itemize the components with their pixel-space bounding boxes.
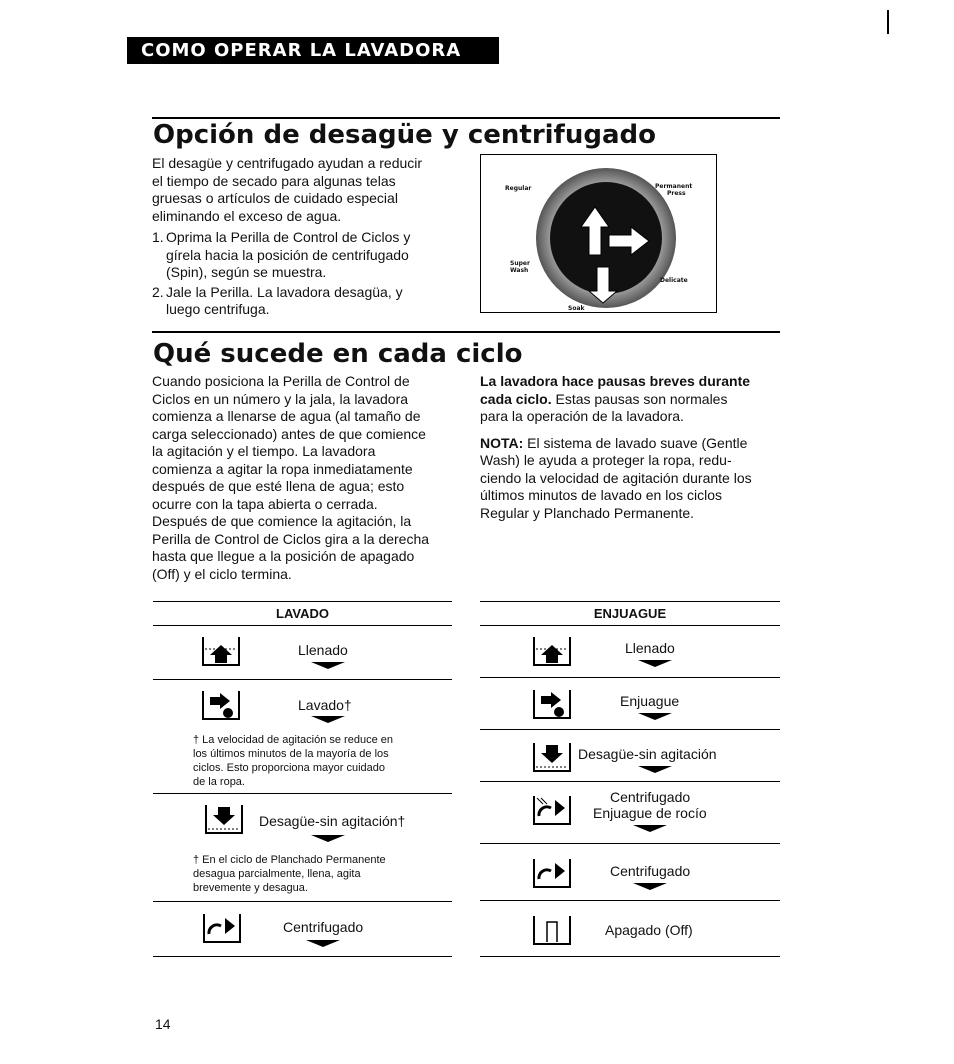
footnote-line: los últimos minutos de la mayoría de los <box>193 748 389 760</box>
step-line: gírela hacia la posición de centrifugado <box>166 246 409 263</box>
nota-label: NOTA: <box>480 434 524 451</box>
enjuague-title: ENJUAGUE <box>593 606 667 621</box>
body-line: Después de que comience la agitación, la <box>152 513 412 529</box>
rinse-icon <box>531 688 573 720</box>
drain-icon <box>531 741 573 773</box>
body-line: ocurre con la tapa abierta o cerrada. <box>152 495 378 512</box>
section-divider <box>152 331 780 333</box>
body-line: Cuando posiciona la Perilla de Control de <box>152 373 410 389</box>
fill-icon <box>531 635 573 667</box>
body-line: después de que esté llena de agua; esto <box>152 478 405 494</box>
step-line: (Spin), según se muestra. <box>166 264 327 280</box>
down-arrow-icon <box>638 766 672 773</box>
dial-label-wash: Wash <box>510 267 529 274</box>
page-number: 14 <box>155 1016 171 1032</box>
body-line: Ciclos en un número y la jala, la lavadora <box>152 390 409 407</box>
step-rule <box>153 901 452 902</box>
cycle-dial-illustration <box>480 154 717 313</box>
lavado-step-label: Llenado <box>298 642 348 658</box>
lavado-step-label: Lavado† <box>298 697 352 713</box>
dial-graphic <box>481 155 717 313</box>
step-rule <box>480 729 780 730</box>
step-number: 2. <box>152 283 164 300</box>
spin-icon <box>201 912 243 944</box>
margin-mark <box>887 10 889 34</box>
body-line: carga seleccionado) antes de que comience <box>152 425 426 442</box>
each-cycle-body-right <box>480 373 780 522</box>
dial-label-press: Press <box>667 190 686 197</box>
step-item <box>152 229 472 282</box>
pause-heading-end: cada ciclo. <box>480 390 552 407</box>
column-rule <box>153 956 452 957</box>
step-rule <box>153 793 452 794</box>
step-rule <box>153 679 452 680</box>
body-line: hasta que llegue a la posición de apagado <box>152 548 415 564</box>
footnote-line: desagua parcialmente, llena, agita <box>193 868 361 880</box>
lavado-footnote <box>193 733 393 789</box>
step-rule <box>480 781 780 782</box>
footnote-line: de la ropa. <box>193 776 245 788</box>
nota-line: últimos minutos de lavado en los ciclos <box>480 487 723 503</box>
section-title-each-cycle: Qué sucede en cada ciclo <box>153 339 523 369</box>
step-rule <box>480 843 780 844</box>
nota-line <box>480 435 780 453</box>
enjuague-step-label: Llenado <box>625 640 675 656</box>
drain-spin-intro <box>152 155 472 225</box>
intro-line: eliminando el exceso de agua. <box>152 207 342 224</box>
lavado-title: LAVADO <box>276 606 329 621</box>
body-line: comienza a llenarse de agua (al tamaño de <box>152 408 421 424</box>
section-divider <box>152 117 780 119</box>
down-arrow-icon <box>311 835 345 842</box>
down-arrow-icon <box>311 716 345 723</box>
body-line: Perilla de Control de Ciclos gira a la derecha <box>152 530 430 547</box>
pause-text: Estas pausas son normales <box>551 390 728 407</box>
footnote-line: brevemente y desagua. <box>193 882 308 894</box>
enjuague-step-label: Enjuague de rocío <box>593 805 707 821</box>
pause-heading: La lavadora hace pausas breves durante <box>480 373 751 389</box>
enjuague-step-label: Enjuague <box>620 693 680 709</box>
footnote-line: † En el ciclo de Planchado Permanente <box>193 854 386 866</box>
enjuague-step-label: Centrifugado <box>610 863 691 879</box>
each-cycle-body-left <box>152 373 462 583</box>
down-arrow-icon <box>306 940 340 947</box>
spin-icon <box>531 857 573 889</box>
dial-label-delicate: Delicate <box>660 277 688 284</box>
dial-label-soak: Soak <box>568 305 585 312</box>
lavado-step-label: Centrifugado <box>283 919 364 935</box>
column-rule <box>153 625 452 626</box>
drain-spin-steps <box>152 229 472 319</box>
off-icon <box>531 914 573 946</box>
down-arrow-icon <box>633 825 667 832</box>
nota-line: ciendo la velocidad de agitación durante los <box>480 469 752 486</box>
intro-line: El desagüe y centrifugado ayudan a reducir <box>152 155 423 171</box>
body-line: la agitación y el tiempo. La lavadora <box>152 443 376 459</box>
step-line: Oprima la Perilla de Control de Ciclos y <box>166 229 411 245</box>
step-number: 1. <box>152 229 164 245</box>
pause-line <box>480 391 780 409</box>
enjuague-step-label: Desagüe-sin agitación <box>578 746 717 762</box>
down-arrow-icon <box>638 713 672 720</box>
dial-label-regular: Regular <box>505 185 532 192</box>
section-title-drain-spin: Opción de desagüe y centrifugado <box>153 120 657 150</box>
lavado-footnote <box>193 853 386 895</box>
intro-line: gruesas o artículos de cuidado especial <box>152 190 398 206</box>
footnote-line: ciclos. Esto proporciona mayor cuidado <box>193 762 385 774</box>
wash-icon <box>200 689 242 721</box>
down-arrow-icon <box>633 883 667 890</box>
intro-line: el tiempo de secado para algunas telas <box>152 172 396 189</box>
section-banner: COMO OPERAR LA LAVADORA <box>127 37 499 64</box>
step-line: Jale la Perilla. La lavadora desagüa, y <box>166 283 403 300</box>
dial-label-super: Super <box>510 260 530 267</box>
step-rule <box>480 900 780 901</box>
nota-text: El sistema de lavado suave (Gentle <box>523 434 748 451</box>
column-rule <box>153 601 452 602</box>
enjuague-step-label: Centrifugado <box>610 789 691 805</box>
pause-line: para la operación de la lavadora. <box>480 408 684 424</box>
down-arrow-icon <box>311 662 345 669</box>
down-arrow-icon <box>638 660 672 667</box>
nota-line: Wash) le ayuda a proteger la ropa, redu- <box>480 452 732 468</box>
step-item <box>152 284 472 319</box>
column-rule <box>480 601 780 602</box>
lavado-step-label: Desagüe-sin agitación† <box>259 813 406 829</box>
column-rule <box>480 625 780 626</box>
spin-rinse-icon <box>531 794 573 826</box>
fill-icon <box>200 635 242 667</box>
column-rule <box>480 956 780 957</box>
body-line: comienza a agitar la ropa inmediatamente <box>152 460 413 477</box>
drain-icon <box>203 803 245 835</box>
dial-label-permanent: Permanent <box>655 183 693 190</box>
footnote-line: † La velocidad de agitación se reduce en <box>193 734 393 746</box>
enjuague-step-label: Apagado (Off) <box>605 922 693 938</box>
nota-line: Regular y Planchado Permanente. <box>480 504 695 521</box>
step-line: luego centrifuga. <box>166 301 270 317</box>
body-line: (Off) y el ciclo termina. <box>152 565 292 582</box>
step-rule <box>480 677 780 678</box>
